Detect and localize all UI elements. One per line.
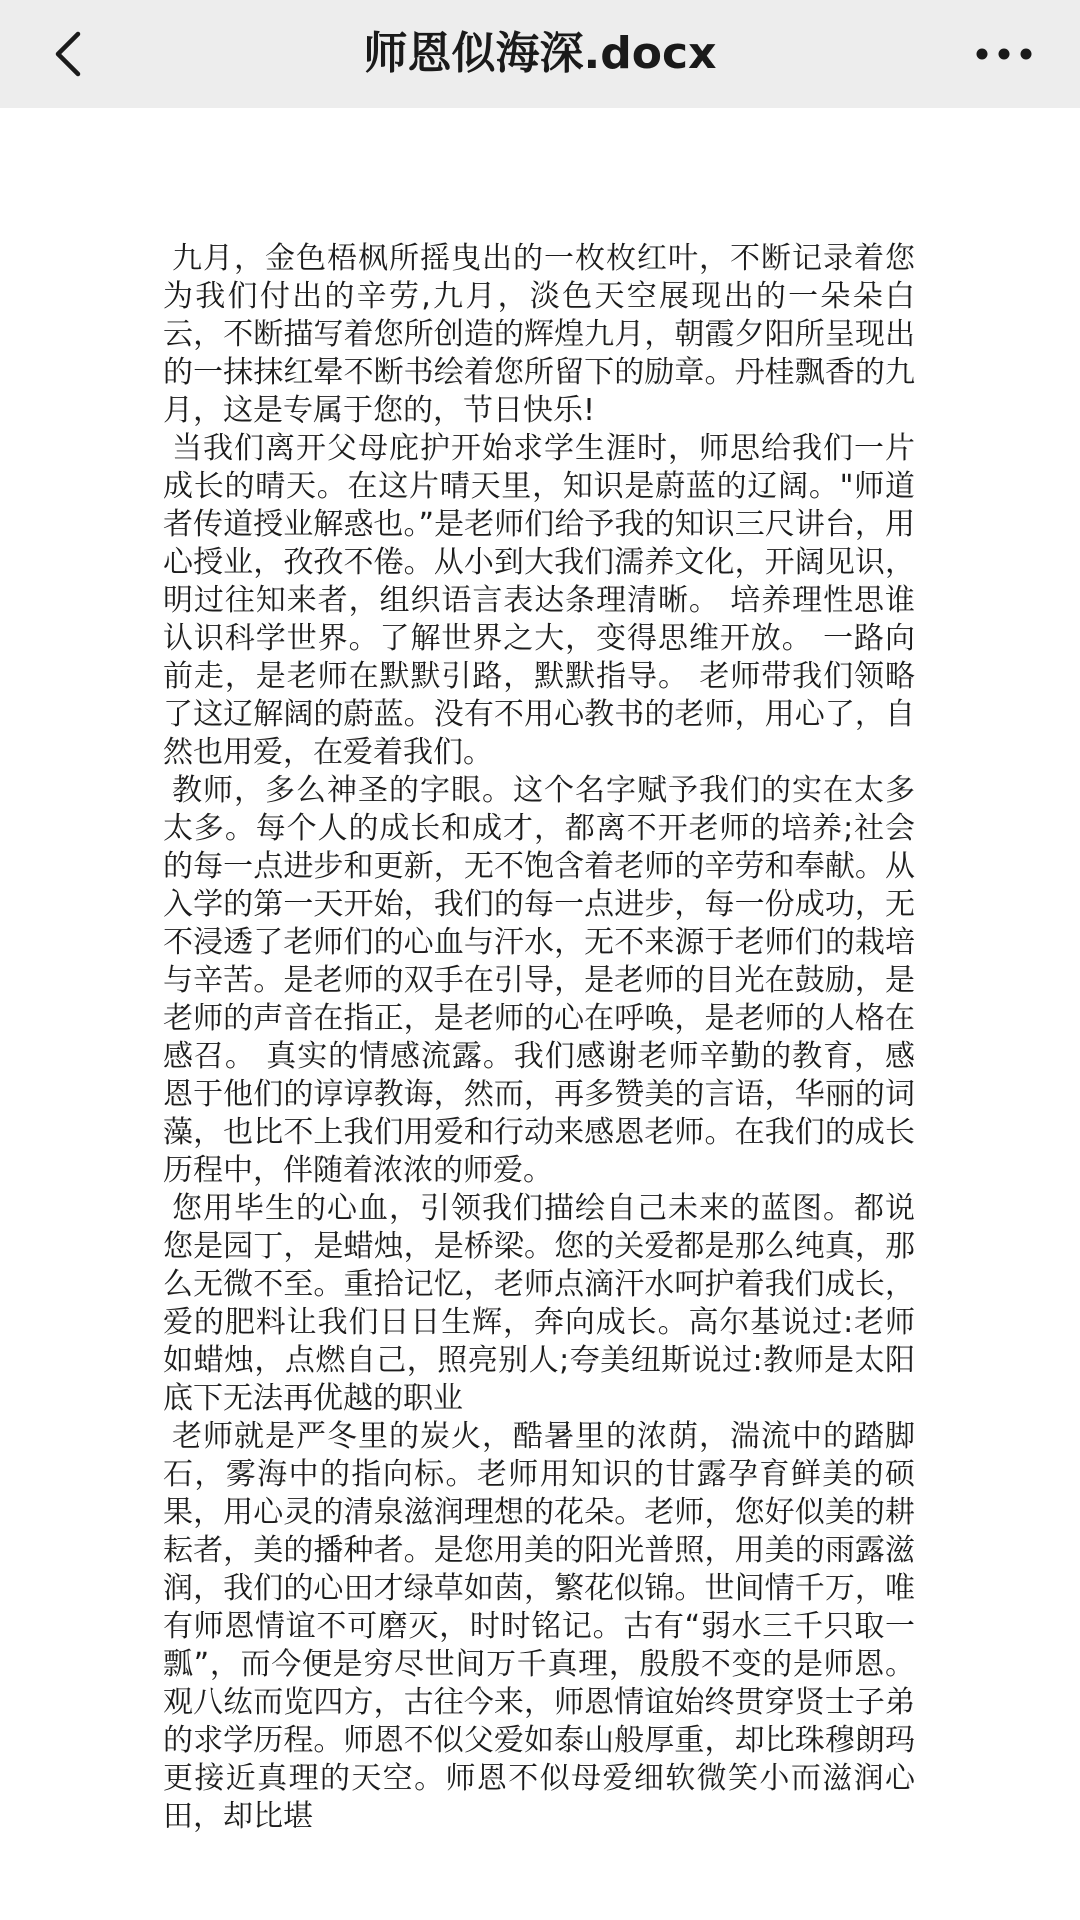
- chevron-left-icon: [50, 30, 86, 78]
- paragraph: 九月，金色梧枫所摇曳出的一枚枚红叶，不断记录着您为我们付出的辛劳,九月，淡色天空展现出的一朵朵白云，不断描写着您所创造的辉煌九月，朝霞夕阳所呈现出的一抹抹红晕不断书绘着您所留下的励章。丹桂飘香的九月，这是专属于您的，节日快乐!: [163, 241, 915, 428]
- paragraph: 您用毕生的心血，引领我们描绘自己未来的蓝图。都说您是园丁，是蜡烛，是桥梁。您的关爱都是那么纯真，那么无微不至。重拾记忆，老师点滴汗水呵护着我们成长，爱的肥料让我们日日生辉，奔向成长。高尔基说过:老师如蜡烛，点燃自己，照亮别人;夸美纽斯说过:教师是太阳底下无法再优越的职业: [163, 1191, 915, 1416]
- paragraph: 当我们离开父母庇护开始求学生涯时，师思给我们一片成长的晴天。在这片晴天里，知识是蔚蓝的辽阔。"师道者传道授业解惑也。”是老师们给予我的知识三尺讲台，用心授业，孜孜不倦。从小到大我们濡养文化，开阔见识，明过往知来者，组织语言表达条理清晰。 培养理性思谁 认识科学世界。了解世界之大，变得思维开放。 一路向前走，是老师在默默引路，默默指导。 老师带我们领略了这辽解阔的蔚蓝。没有不用心教书的老师，用心了，自然也用爱，在爱着我们。: [163, 431, 915, 770]
- more-horizontal-icon: [974, 46, 1034, 62]
- more-options-button[interactable]: [964, 22, 1044, 86]
- document-title: 师恩似海深.docx: [363, 28, 717, 79]
- document-body: [163, 240, 915, 1836]
- top-nav-bar: [0, 0, 1080, 108]
- back-button[interactable]: [36, 22, 100, 86]
- paragraph: 老师就是严冬里的炭火，酷暑里的浓荫，湍流中的踏脚石，雾海中的指向标。老师用知识的甘露孕育鲜美的硕果，用心灵的清泉滋润理想的花朵。老师，您好似美的耕耘者，美的播种者。是您用美的阳光普照，用美的雨露滋润，我们的心田才绿草如茵，繁花似锦。世间情千万，唯有师恩情谊不可磨灭，时时铭记。古有“弱水三千只取一瓢”，而今便是穷尽世间万千真理，殷殷不变的是师恩。观八纮而览四方，古往今来，师恩情谊始终贯穿贤士子弟的求学历程。师恩不似父爱如泰山般厚重，却比珠穆朗玛更接近真理的天空。师恩不似母爱细软微笑小而滋润心田，却比堪: [163, 1419, 915, 1834]
- paragraph: 教师，多么神圣的字眼。这个名字赋予我们的实在太多太多。每个人的成长和成才，都离不开老师的培养;社会的每一点进步和更新，无不饱含着老师的辛劳和奉献。从入学的第一天开始，我们的每一点进步，每一份成功，无不浸透了老师们的心血与汗水，无不来源于老师们的栽培与辛苦。是老师的双手在引导，是老师的目光在鼓励，是老师的声音在指正，是老师的心在呼唤，是老师的人格在感召。 真实的情感流露。我们感谢老师辛勤的教育，感恩于他们的谆谆教诲，然而，再多赞美的言语，华丽的词藻，也比不上我们用爱和行动来感恩老师。在我们的成长历程中，伴随着浓浓的师爱。: [163, 773, 915, 1188]
